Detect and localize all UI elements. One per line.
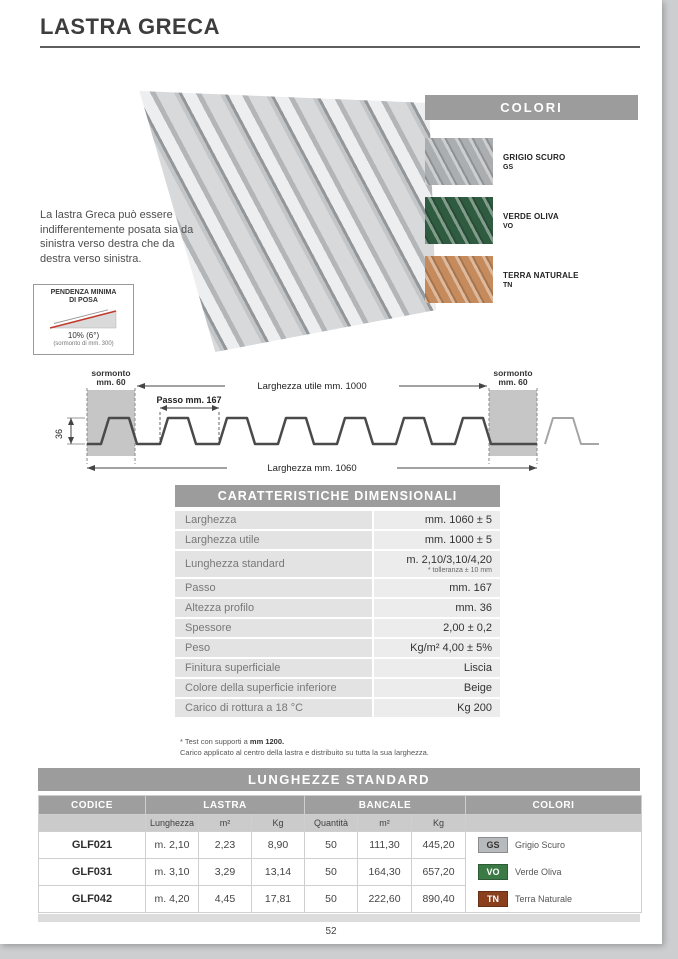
cell-quantita: 50 xyxy=(305,859,357,885)
row-value: Kg/m² 4,00 ± 5% xyxy=(374,639,500,657)
colori-column xyxy=(466,832,641,912)
swatch-label-block xyxy=(503,212,559,230)
table-bottom-bar xyxy=(38,914,640,922)
cell-lunghezza: m. 3,10 xyxy=(146,859,198,885)
sormonto-right-value: mm. 60 xyxy=(498,377,528,387)
group-header-codice: CODICE xyxy=(39,796,145,814)
subheader-empty xyxy=(466,815,641,831)
subheader-bancale-kg: Kg xyxy=(412,815,465,831)
page-number: 52 xyxy=(325,926,337,937)
swatch-label-block xyxy=(503,153,565,171)
subheader-m2: m² xyxy=(199,815,251,831)
cell-quantita: 50 xyxy=(305,832,357,858)
cell-m2: 3,29 xyxy=(199,859,251,885)
group-header-colori: COLORI xyxy=(466,796,641,814)
row-label: Carico di rottura a 18 °C xyxy=(175,699,372,717)
cell-bancale-kg: 445,20 xyxy=(412,832,465,858)
cell-lunghezza: m. 4,20 xyxy=(146,886,198,912)
slope-diagram xyxy=(46,306,122,330)
cell-kg: 13,14 xyxy=(252,859,304,885)
swatch-name: TERRA NATURALE xyxy=(503,270,579,280)
pendenza-note: (sormonto di mm. 300) xyxy=(53,340,114,347)
cell-codice: GLF021 xyxy=(39,832,145,858)
color-chip-row xyxy=(478,891,641,907)
color-chip-tn: TN xyxy=(478,891,508,907)
sormonto-right-label: sormonto xyxy=(493,368,533,378)
passo-label: Passo mm. 167 xyxy=(156,395,222,405)
table-row xyxy=(175,659,500,677)
row-value xyxy=(374,551,500,577)
row-value: Liscia xyxy=(374,659,500,677)
row-value: mm. 167 xyxy=(374,579,500,597)
subheader-lunghezza: Lunghezza xyxy=(146,815,198,831)
page-title: LASTRA GRECA xyxy=(40,14,220,39)
table-row xyxy=(175,531,500,549)
color-chip-label: Verde Oliva xyxy=(515,866,562,877)
row-label: Colore della superficie inferiore xyxy=(175,679,372,697)
title-divider xyxy=(40,46,640,48)
table-row xyxy=(175,639,500,657)
swatch-code: TN xyxy=(503,281,513,289)
table-row xyxy=(175,699,500,717)
overlap-detail-line xyxy=(545,418,599,444)
row-label: Lunghezza standard xyxy=(175,551,372,577)
cell-bancale-kg: 890,40 xyxy=(412,886,465,912)
caratteristiche-header: CARATTERISTICHE DIMENSIONALI xyxy=(175,485,500,507)
swatch-code: GS xyxy=(503,163,514,171)
cell-kg: 17,81 xyxy=(252,886,304,912)
subheader-kg: Kg xyxy=(252,815,304,831)
caratteristiche-table xyxy=(175,511,500,719)
row-value-note: * tolleranza ± 10 mm xyxy=(427,567,492,574)
table-row xyxy=(175,551,500,577)
cell-bancale-kg: 657,20 xyxy=(412,859,465,885)
table-row xyxy=(175,619,500,637)
table-row xyxy=(175,511,500,529)
color-chip-label: Terra Naturale xyxy=(515,893,573,904)
intro-paragraph: La lastra Greca può essere indifferentemente posata sia da sinistra verso destra che da destra verso sinistra. xyxy=(40,209,194,265)
lunghezze-table xyxy=(38,795,642,913)
color-swatch-row xyxy=(425,138,638,185)
cell-bancale-m2: 164,30 xyxy=(358,859,411,885)
row-value: Beige xyxy=(374,679,500,697)
color-chip-label: Grigio Scuro xyxy=(515,840,566,851)
row-label: Altezza profilo xyxy=(175,599,372,617)
cell-codice: GLF031 xyxy=(39,859,145,885)
color-chip-gs: GS xyxy=(478,837,508,853)
color-swatch-row xyxy=(425,256,638,303)
row-value: mm. 1000 ± 5 xyxy=(374,531,500,549)
sormonto-zone-right xyxy=(489,390,537,456)
swatch-code: VO xyxy=(503,222,514,230)
profile-dimension-diagram xyxy=(39,368,639,476)
cell-bancale-m2: 222,60 xyxy=(358,886,411,912)
row-label: Larghezza utile xyxy=(175,531,372,549)
swatch-grigio-scuro xyxy=(425,138,493,185)
row-label: Finitura superficiale xyxy=(175,659,372,677)
cell-m2: 2,23 xyxy=(199,832,251,858)
color-chip-row xyxy=(478,837,641,853)
swatch-label-block xyxy=(503,271,579,289)
cell-bancale-m2: 111,30 xyxy=(358,832,411,858)
group-header-bancale: BANCALE xyxy=(305,796,465,814)
group-header-lastra: LASTRA xyxy=(146,796,304,814)
row-value-main: m. 2,10/3,10/4,20 xyxy=(406,554,492,566)
pendenza-title: PENDENZA MINIMA DI POSA xyxy=(50,289,117,305)
row-value: Kg 200 xyxy=(374,699,500,717)
swatch-name: VERDE OLIVA xyxy=(503,211,559,221)
altezza-profilo-label: 36 xyxy=(54,428,64,440)
cell-kg: 8,90 xyxy=(252,832,304,858)
caratteristiche-footnote xyxy=(180,737,429,759)
subheader-empty xyxy=(39,815,145,831)
subheader-quantita: Quantità xyxy=(305,815,357,831)
cell-lunghezza: m. 2,10 xyxy=(146,832,198,858)
footnote-line: * Test con supporti a mm 1200. xyxy=(180,737,285,746)
colori-panel-header: COLORI xyxy=(425,95,638,120)
pendenza-value: 10% (6°) xyxy=(67,330,100,340)
cell-quantita: 50 xyxy=(305,886,357,912)
sormonto-left-value: mm. 60 xyxy=(96,377,126,387)
row-label: Spessore xyxy=(175,619,372,637)
cell-m2: 4,45 xyxy=(199,886,251,912)
swatch-verde-oliva xyxy=(425,197,493,244)
row-label: Passo xyxy=(175,579,372,597)
color-swatch-row xyxy=(425,197,638,244)
table-row xyxy=(175,679,500,697)
row-label: Larghezza xyxy=(175,511,372,529)
color-chip-vo: VO xyxy=(478,864,508,880)
table-row xyxy=(175,579,500,597)
sormonto-zone-left xyxy=(87,390,135,456)
cell-codice: GLF042 xyxy=(39,886,145,912)
swatch-name: GRIGIO SCURO xyxy=(503,152,566,162)
color-chip-row xyxy=(478,864,641,880)
row-value: 2,00 ± 0,2 xyxy=(374,619,500,637)
table-row xyxy=(175,599,500,617)
larghezza-utile-label: Larghezza utile mm. 1000 xyxy=(257,381,367,392)
lunghezze-header: LUNGHEZZE STANDARD xyxy=(38,768,640,791)
greca-profile-line xyxy=(87,418,537,444)
subheader-bancale-m2: m² xyxy=(358,815,411,831)
row-value: mm. 1060 ± 5 xyxy=(374,511,500,529)
footnote-line: Carico applicato al centro della lastra e distribuito su tutta la sua larghezza. xyxy=(180,747,429,757)
pendenza-box xyxy=(33,284,134,355)
row-value: mm. 36 xyxy=(374,599,500,617)
row-label: Peso xyxy=(175,639,372,657)
swatch-terra-naturale xyxy=(425,256,493,303)
sormonto-left-label: sormonto xyxy=(91,368,131,378)
larghezza-label: Larghezza mm. 1060 xyxy=(267,463,357,474)
